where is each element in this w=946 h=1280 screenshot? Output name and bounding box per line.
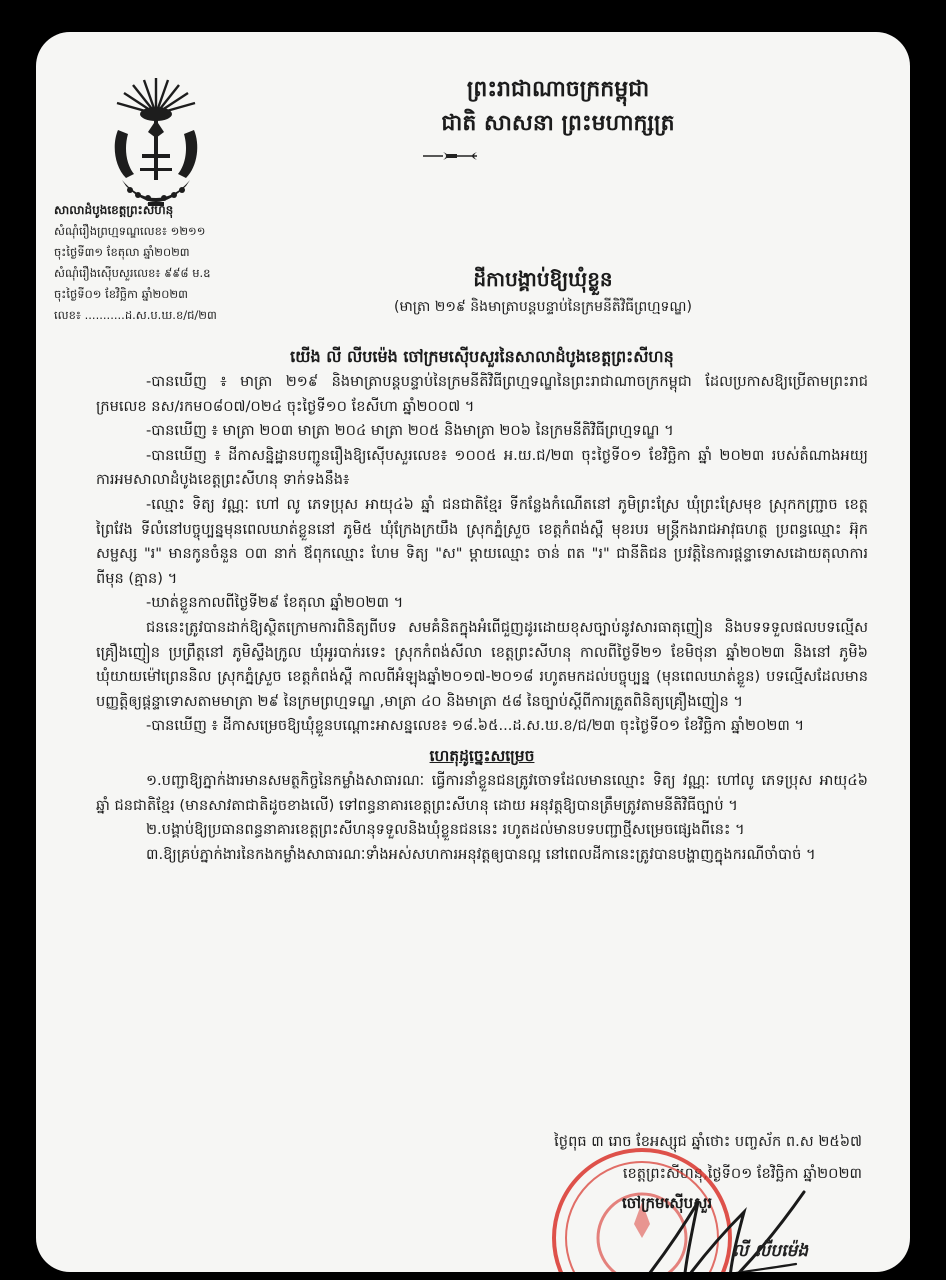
lunar-date: ថ្ងៃពុធ ៣ រោច ខែអស្សុជ ឆ្នាំថោះ បញ្ចស័ក ព.ស ២៥៦៧	[554, 1133, 862, 1150]
court-name: សាលាដំបូងខេត្តព្រះសីហនុ	[54, 203, 174, 217]
kingdom-line: ព្រះរាជាណាចក្រកម្ពុជា	[466, 76, 650, 102]
signer-title: ចៅក្រមស៊ើបសួរ	[622, 1194, 713, 1212]
solar-date: ខេត្តព្រះសីហនុ,ថ្ងៃទី០១ ខែវិច្ឆិកា ឆ្នាំ២០២៣	[622, 1165, 862, 1182]
inquiry-number: សំណុំរឿងស៊ើបសួរលេខ៖ ៩៩៨ ម.ឧ	[54, 266, 211, 280]
case-number: សំណុំរឿងព្រហ្មទណ្ឌលេខ៖ ១២១១	[54, 224, 206, 238]
decision-item: ១.បញ្ជាឱ្យភ្នាក់ងារមានសមត្ថកិច្ចនៃកម្លាំងសាធារណៈ ធ្វើការនាំខ្លួនជនត្រូវចោទដែលមានឈ្មោះ ទិត្យ វណ្ណៈ ហៅលូ ភេទប្រុស អាយុ៤៦ ឆ្នាំ ជនជាតិខ្មែរ (មានសាវតាជាតិដូចខាងលើ) ទៅពន្ធនាគារខេត្តព្រះសីហនុ ដោយ អនុវត្តឱ្យបានត្រឹមត្រូវតាមនីតិវិធីច្បាប់ ។	[96, 771, 868, 814]
document-title: ដីកាបង្គាប់ឱ្យឃុំខ្លួន	[473, 267, 613, 291]
inquiry-date: ចុះថ្ងៃទី០១ ខែវិច្ឆិកា ឆ្នាំ២០២៣	[54, 287, 188, 301]
paragraph: -បានឃើញ ៖ មាត្រា ២១៩ និងមាត្រាបន្តបន្ទាប់នៃក្រមនីតិវិធីព្រហ្មទណ្ឌនៃព្រះរាជាណាចក្រកម្ពុជា ដែលប្រកាសឱ្យប្រើតាមព្រះរាជក្រមលេខ នស/រកម០៨០៧/០២៤ ចុះថ្ងៃទី១០ ខែសីហា ឆ្នាំ២០០៧ ។	[96, 373, 868, 415]
case-date: ចុះថ្ងៃទី៣១ ខែតុលា ឆ្នាំ២០២៣	[54, 245, 190, 259]
paragraph: ជននេះត្រូវបានដាក់ឱ្យស្ថិតក្រោមការពិនិត្យពីបទ សមគំនិតក្នុងអំពើជួញដូរដោយខុសច្បាប់នូវសារធាតុញៀន និងបទទទួលផលបទល្មើសគ្រឿងញៀន ប្រព្រឹត្តនៅ ភូមិស្ទឹងក្រូល ឃុំអូរបាក់រទេះ ស្រុកកំពង់សីលា ខេត្តព្រះសីហនុ កាលពីថ្ងៃទី២១ ខែមិថុនា ឆ្នាំ២០២៣ និងនៅ ភូមិ៦ ឃុំយាយម៉ៅព្រេននិល ស្រុកភ្នំស្រួច ខេត្តកំពង់ស្ពឺ កាលពីអំឡុងឆ្នាំ២០១៧-២០១៨ រហូតមកដល់បច្ចុប្បន្ន (មុនពេលឃាត់ខ្លួន) បទល្មើសដែលមានបញ្ញត្តិឲ្យផ្ដន្ទាទោសតាមមាត្រា ២៩ នៃក្រមព្រហ្មទណ្ឌ ,មាត្រា ៤០ និងមាត្រា ៥៨ នៃច្បាប់ស្ដីពីការត្រួតពិនិត្យគ្រឿងញៀន ។	[96, 618, 868, 710]
signer-name: លី លីបម៉េង	[732, 1241, 809, 1261]
paragraph: -ឈ្មោះ ទិត្យ វណ្ណៈ ហៅ លូ ភេទប្រុស អាយុ៤៦ ឆ្នាំ ជនជាតិខ្មែរ ទីកន្លែងកំណើតនៅ ភូមិព្រះស្រែ ឃុំព្រះស្រែមុខ ស្រុកកញ្ជ្រាច ខេត្តព្រៃវែង ទីលំនៅបច្ចុប្បន្នមុនពេលឃាត់ខ្លួននៅ ភូមិ៥ ឃុំក្រែងក្រយឹង ស្រុកភ្នំស្រួច ខេត្តកំពង់ស្ពឺ មុខរបរ មន្ត្រីកងរាជអាវុធហត្ថ ប្រពន្ធឈ្មោះ អ៊ុក សម្ផស្ស "រ" មានកូនចំនួន ០៣ នាក់ ឪពុកឈ្មោះ ហែម ទិត្យ "ស" ម្ដាយឈ្មោះ ចាន់ ពត "រ" ជានីតិជន ប្រវត្តិនៃការផ្ដន្ទាទោសដោយតុលាការពីមុន (គ្មាន) ។	[96, 495, 868, 587]
document-page	[36, 32, 910, 1272]
reference-number: លេខ៖ ...........ដ.ស.ប.ឃ.ខ/ជ/២៣	[54, 308, 217, 322]
paragraph: -បានឃើញ ៖ ដីកាសម្រេចឱ្យឃុំខ្លួនបណ្ដោះអាសន្នលេខ៖ ១៨.៦៥...ដ.ស.ឃ.ខ/ជ/២៣ ចុះថ្ងៃទី០១ ខែវិច្ឆិកា ឆ្នាំ២០២៣ ។	[146, 717, 805, 735]
document-body	[96, 344, 868, 867]
paragraph: -ឃាត់ខ្លួនកាលពីថ្ងៃទី២៩ ខែតុលា ឆ្នាំ២០២៣ ។	[146, 594, 404, 612]
kingdom-header	[36, 72, 910, 140]
nation-religion-king-line: ជាតិ សាសនា ព្រះមហាក្សត្រ	[441, 110, 675, 136]
decision-heading: ហេតុដូច្នេះសម្រេច	[429, 746, 535, 765]
document-subtitle: (មាត្រា ២១៩ និងមាត្រាបន្តបន្ទាប់នៃក្រមនីតិវិធីព្រហ្មទណ្ឌ)	[394, 299, 692, 315]
paragraph: -បានឃើញ ៖ ដីកាសន្និដ្ឋានបញ្ជូនរឿងឱ្យស៊ើបសួរលេខ៖ ១០០៥ អ.យ.ជ/២៣ ចុះថ្ងៃទី០១ ខែវិច្ឆិកា ឆ្នាំ ២០២៣ របស់តំណាងអយ្យការអមសាលាដំបូងខេត្តព្រះសីហនុ ទាក់ទងនឹង៖	[96, 446, 868, 489]
decision-item: ៣.ឱ្យគ្រប់ភ្នាក់ងារនៃកងកម្លាំងសាធារណៈទាំងអស់សហការអនុវត្តឲ្យបានល្អ នៅពេលដីកានេះត្រូវបានបង្ហាញក្នុងករណីចាំបាច់ ។	[146, 845, 816, 863]
ornament-divider-icon	[383, 148, 763, 164]
paragraph: -បានឃើញ ៖ មាត្រា ២០៣ មាត្រា ២០៤ មាត្រា ២០៥ និងមាត្រា ២០៦ នៃក្រមនីតិវិធីព្រហ្មទណ្ឌ ។	[146, 422, 674, 440]
decision-item: ២.បង្គាប់ឱ្យប្រធានពន្ធនាគារខេត្តព្រះសីហនុទទួលនិងឃុំខ្លួនជននេះ រហូតដល់មានបទបញ្ជាថ្មីសម្រេចផ្សេងពីនេះ ។	[146, 821, 745, 839]
document-title-block	[36, 264, 910, 320]
issuer-line: យើង លី លីបម៉េង ចៅក្រមស៊ើបសួរនៃសាលាដំបូងខេត្តព្រះសីហនុ	[290, 347, 674, 366]
